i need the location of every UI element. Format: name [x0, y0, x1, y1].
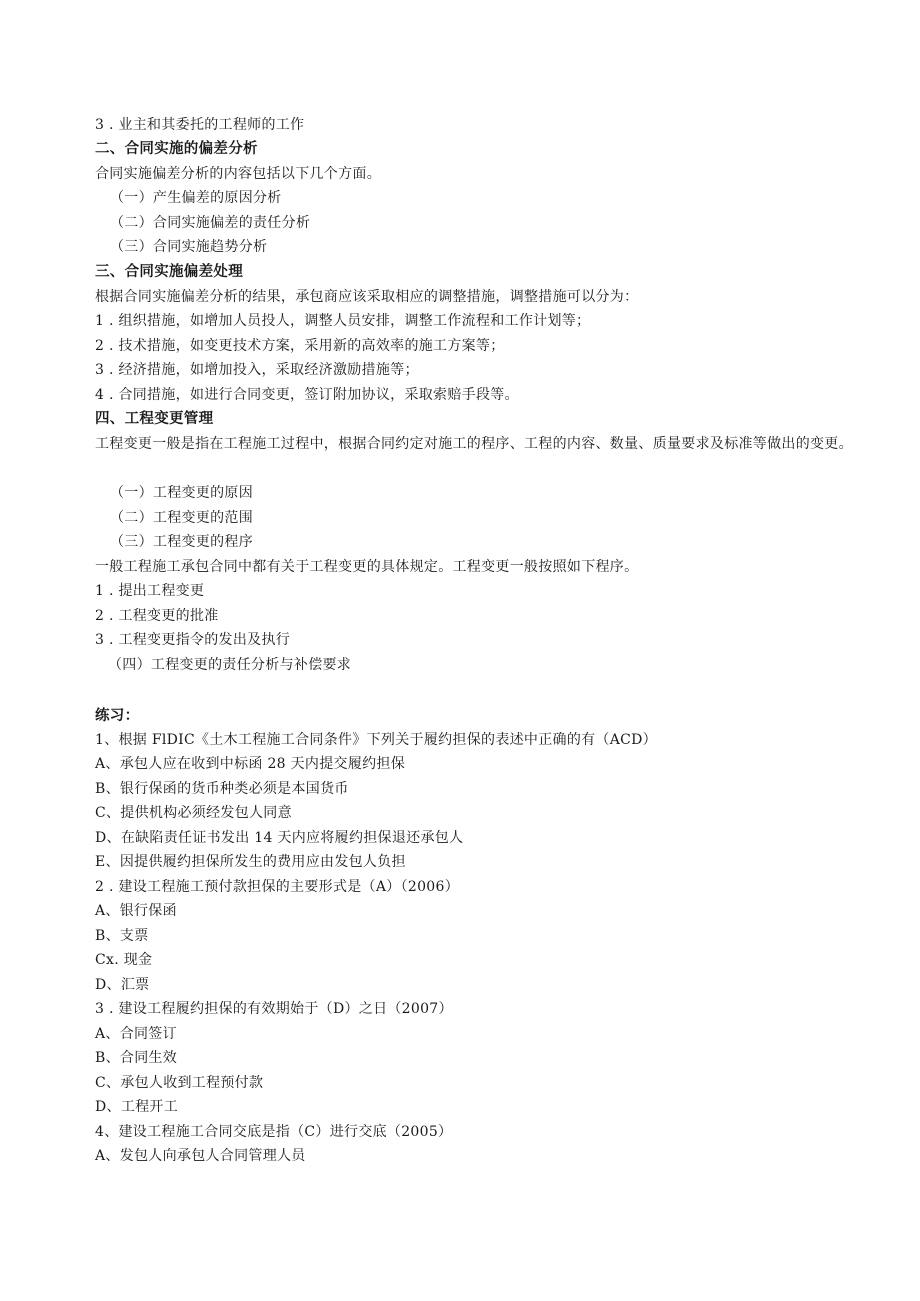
list-item: 4 . 合同措施，如进行合同变更，签订附加协议，采取索赔手段等。	[95, 387, 519, 403]
list-item: 3 . 工程变更指令的发出及执行	[95, 632, 291, 648]
question: 3 . 建设工程履约担保的有效期始于（D）之日（2007）	[95, 1001, 453, 1017]
option: A、发包人向承包人合同管理人员	[95, 1148, 306, 1164]
question: 2 . 建设工程施工预付款担保的主要形式是（A）（2006）	[95, 879, 459, 895]
option: A、合同签订	[95, 1026, 177, 1042]
option: C、提供机构必须经发包人同意	[95, 805, 292, 821]
section-heading: 四、工程变更管理	[95, 411, 214, 427]
option: B、合同生效	[95, 1050, 178, 1066]
option: A、承包人应在收到中标函 28 天内提交履约担保	[95, 756, 406, 772]
list-item: 3 . 经济措施，如增加投入，采取经济激励措施等；	[95, 362, 419, 378]
option: B、银行保函的货币种类必须是本国货币	[95, 781, 349, 797]
option: E、因提供履约担保所发生的费用应由发包人负担	[95, 854, 406, 870]
section-heading: 二、合同实施的偏差分析	[95, 141, 258, 157]
option: C、承包人收到工程预付款	[95, 1075, 264, 1091]
list-item: （三）工程变更的程序	[110, 534, 253, 550]
list-item: 1 . 组织措施，如增加人员投人，调整人员安排，调整工作流程和工作计划等；	[95, 313, 591, 329]
paragraph: 工程变更一般是指在工程施工过程中，根据合同约定对施工的程序、工程的内容、数量、质量要求及标准等做出的变更。	[95, 436, 853, 452]
option: Cx. 现金	[95, 952, 153, 968]
option: A、银行保函	[95, 903, 177, 919]
question: 4、建设工程施工合同交底是指（C）进行交底（2005）	[95, 1124, 453, 1140]
question: 1、根据 FlDIC《土木工程施工合同条件》下列关于履约担保的表述中正确的有（ACD）	[95, 732, 657, 748]
list-item: 2 . 技术措施，如变更技术方案，采用新的高效率的施工方案等；	[95, 338, 505, 354]
list-item: 2 . 工程变更的批准	[95, 608, 219, 624]
list-item: 3 . 业主和其委托的工程师的工作	[95, 117, 305, 133]
list-item: （三）合同实施趋势分析	[110, 239, 268, 255]
paragraph: 合同实施偏差分析的内容包括以下几个方面。	[95, 166, 381, 182]
list-item: （二）合同实施偏差的责任分析	[110, 215, 311, 231]
paragraph: 一般工程施工承包合同中都有关于工程变更的具体规定。工程变更一般按照如下程序。	[95, 559, 639, 575]
option: B、支票	[95, 928, 149, 944]
exercise-heading: 练习：	[95, 708, 140, 724]
list-item: （四）工程变更的责任分析与补偿要求	[108, 657, 352, 673]
paragraph: 根据合同实施偏差分析的结果，承包商应该采取相应的调整措施，调整措施可以分为：	[95, 289, 639, 305]
list-item: （一）工程变更的原因	[110, 485, 253, 501]
option: D、汇票	[95, 977, 150, 993]
section-heading: 三、合同实施偏差处理	[95, 264, 243, 280]
list-item: （一）产生偏差的原因分析	[110, 190, 282, 206]
list-item: （二）工程变更的范围	[110, 510, 253, 526]
option: D、工程开工	[95, 1099, 179, 1115]
list-item: 1 . 提出工程变更	[95, 583, 205, 599]
option: D、在缺陷责任证书发出 14 天内应将履约担保退还承包人	[95, 830, 464, 846]
